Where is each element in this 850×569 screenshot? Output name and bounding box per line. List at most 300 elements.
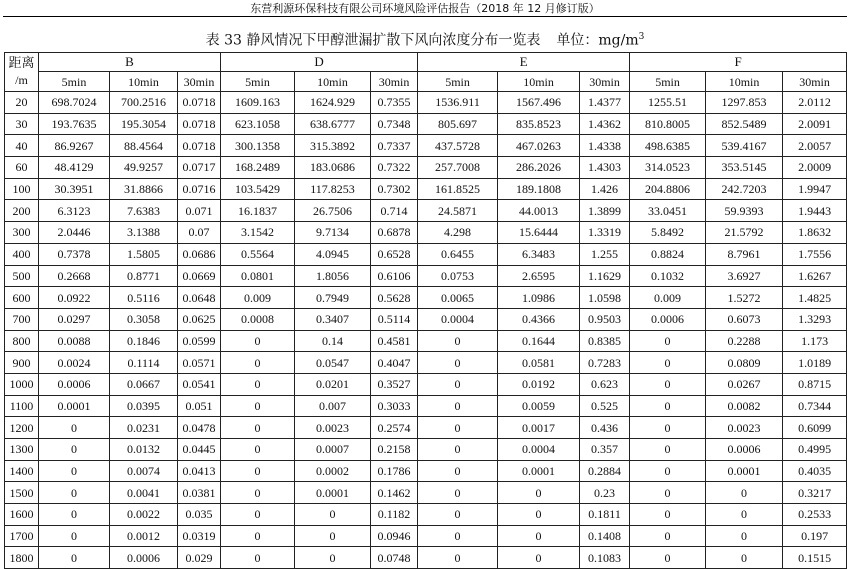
concentration-cell: 1297.853 — [706, 92, 783, 114]
concentration-cell: 0 — [418, 460, 498, 482]
concentration-cell: 0.0004 — [498, 439, 580, 461]
concentration-cell: 0.3217 — [783, 482, 847, 504]
concentration-cell: 0.4035 — [783, 460, 847, 482]
concentration-cell: 0.07 — [178, 222, 221, 244]
concentration-cell: 1.0189 — [783, 352, 847, 374]
concentration-cell: 0.7949 — [295, 287, 371, 309]
unit-label: 单位： — [556, 32, 599, 49]
concentration-cell: 0.0192 — [498, 373, 580, 395]
concentration-cell: 0.6099 — [783, 417, 847, 439]
concentration-cell: 257.7008 — [418, 157, 498, 179]
concentration-cell: 0.0686 — [178, 243, 221, 265]
table-row — [5, 352, 847, 374]
distance-cell: 1000 — [5, 373, 39, 395]
concentration-cell: 0.0201 — [295, 373, 371, 395]
distance-cell: 40 — [5, 135, 39, 157]
concentration-cell: 0.3527 — [371, 373, 418, 395]
concentration-cell: 0.0667 — [110, 373, 178, 395]
distance-cell: 600 — [5, 287, 39, 309]
table-row — [5, 113, 847, 135]
time-header: 30min — [178, 72, 221, 92]
concentration-cell: 1.8632 — [783, 222, 847, 244]
concentration-cell: 0.0581 — [498, 352, 580, 374]
concentration-cell: 0.2288 — [706, 330, 783, 352]
concentration-cell: 0 — [221, 525, 295, 547]
concentration-cell: 242.7203 — [706, 178, 783, 200]
concentration-cell: 0 — [221, 417, 295, 439]
time-header: 30min — [371, 72, 418, 92]
concentration-cell: 0 — [706, 547, 783, 569]
time-header: 5min — [221, 72, 295, 92]
concentration-cell: 0.0413 — [178, 460, 221, 482]
concentration-cell: 1.4303 — [580, 157, 630, 179]
concentration-cell: 1.9443 — [783, 200, 847, 222]
concentration-cell: 0 — [39, 439, 110, 461]
concentration-cell: 0.2533 — [783, 504, 847, 526]
distance-cell: 1600 — [5, 504, 39, 526]
distance-label: 距离 — [8, 56, 35, 71]
concentration-cell: 3.1542 — [221, 222, 295, 244]
concentration-cell: 1.9947 — [783, 178, 847, 200]
concentration-cell: 638.6777 — [295, 113, 371, 135]
time-header: 10min — [110, 72, 178, 92]
table-number: 表 33 — [205, 32, 242, 49]
concentration-cell: 0.5564 — [221, 243, 295, 265]
concentration-cell: 0.0809 — [706, 352, 783, 374]
concentration-cell: 8.7961 — [706, 243, 783, 265]
concentration-cell: 0.1786 — [371, 460, 418, 482]
concentration-cell: 1255.51 — [630, 92, 706, 114]
stability-class-header: F — [630, 53, 847, 72]
concentration-cell: 31.8866 — [110, 178, 178, 200]
distance-cell: 100 — [5, 178, 39, 200]
concentration-cell: 0.0753 — [418, 265, 498, 287]
table-row — [5, 178, 847, 200]
concentration-cell: 0.714 — [371, 200, 418, 222]
concentration-cell: 0 — [418, 330, 498, 352]
concentration-cell: 0.5628 — [371, 287, 418, 309]
concentration-cell: 0.1462 — [371, 482, 418, 504]
table-caption — [0, 27, 850, 47]
concentration-cell: 0 — [630, 330, 706, 352]
distance-cell: 1400 — [5, 460, 39, 482]
concentration-cell: 1624.929 — [295, 92, 371, 114]
concentration-cell: 0.14 — [295, 330, 371, 352]
table-row — [5, 308, 847, 330]
table-row — [5, 525, 847, 547]
concentration-cell: 24.5871 — [418, 200, 498, 222]
concentration-cell: 0.623 — [580, 373, 630, 395]
concentration-cell: 0.0006 — [39, 373, 110, 395]
concentration-cell: 0 — [706, 482, 783, 504]
concentration-cell: 0.8824 — [630, 243, 706, 265]
concentration-cell: 0.0381 — [178, 482, 221, 504]
concentration-cell: 193.7635 — [39, 113, 110, 135]
concentration-cell: 0.2574 — [371, 417, 418, 439]
concentration-cell: 0 — [221, 460, 295, 482]
distance-cell: 500 — [5, 265, 39, 287]
concentration-cell: 0.0541 — [178, 373, 221, 395]
concentration-cell: 0 — [221, 395, 295, 417]
distance-cell: 1100 — [5, 395, 39, 417]
concentration-cell: 0.1515 — [783, 547, 847, 569]
table-row — [5, 287, 847, 309]
distance-cell: 20 — [5, 92, 39, 114]
distance-cell: 60 — [5, 157, 39, 179]
table-title: 静风情况下甲醇泄漏扩散下风向浓度分布一览表 — [246, 32, 541, 49]
concentration-cell: 0.0007 — [295, 439, 371, 461]
concentration-cell: 161.8525 — [418, 178, 498, 200]
concentration-cell: 117.8253 — [295, 178, 371, 200]
concentration-cell: 0.1846 — [110, 330, 178, 352]
concentration-cell: 0 — [498, 504, 580, 526]
concentration-cell: 0 — [630, 395, 706, 417]
table-row — [5, 482, 847, 504]
concentration-cell: 9.7134 — [295, 222, 371, 244]
concentration-cell: 0.071 — [178, 200, 221, 222]
concentration-cell: 835.8523 — [498, 113, 580, 135]
concentration-cell: 0 — [630, 352, 706, 374]
concentration-cell: 0.5114 — [371, 308, 418, 330]
concentration-cell: 0 — [418, 439, 498, 461]
table-row — [5, 417, 847, 439]
concentration-cell: 0.0001 — [498, 460, 580, 482]
concentration-cell: 2.0446 — [39, 222, 110, 244]
concentration-cell: 0.0748 — [371, 547, 418, 569]
concentration-cell: 0 — [630, 439, 706, 461]
concentration-cell: 0 — [221, 439, 295, 461]
table-row — [5, 222, 847, 244]
concentration-cell: 1567.496 — [498, 92, 580, 114]
concentration-cell: 0.0006 — [706, 439, 783, 461]
concentration-cell: 700.2516 — [110, 92, 178, 114]
concentration-cell: 0 — [630, 525, 706, 547]
concentration-cell: 0 — [498, 547, 580, 569]
stability-class-header: D — [221, 53, 418, 72]
concentration-cell: 6.3123 — [39, 200, 110, 222]
header-rule — [3, 16, 847, 17]
concentration-cell: 0.0547 — [295, 352, 371, 374]
concentration-cell: 0.1182 — [371, 504, 418, 526]
concentration-cell: 0 — [630, 373, 706, 395]
concentration-cell: 2.0057 — [783, 135, 847, 157]
concentration-cell: 315.3892 — [295, 135, 371, 157]
concentration-cell: 0.3407 — [295, 308, 371, 330]
table-row — [5, 439, 847, 461]
concentration-cell: 0.0017 — [498, 417, 580, 439]
concentration-cell: 0 — [295, 504, 371, 526]
concentration-cell: 0.6878 — [371, 222, 418, 244]
concentration-cell: 1.8056 — [295, 265, 371, 287]
concentration-cell: 0.2158 — [371, 439, 418, 461]
concentration-cell: 437.5728 — [418, 135, 498, 157]
concentration-cell: 0.357 — [580, 439, 630, 461]
concentration-cell: 168.2489 — [221, 157, 295, 179]
concentration-cell: 88.4564 — [110, 135, 178, 157]
distance-header — [5, 53, 39, 92]
time-header: 10min — [498, 72, 580, 92]
concentration-cell: 0.7283 — [580, 352, 630, 374]
concentration-cell: 805.697 — [418, 113, 498, 135]
concentration-cell: 0.1408 — [580, 525, 630, 547]
concentration-cell: 0 — [418, 547, 498, 569]
time-header: 10min — [295, 72, 371, 92]
concentration-cell: 0.1083 — [580, 547, 630, 569]
concentration-cell: 0.0001 — [706, 460, 783, 482]
concentration-cell: 0 — [630, 417, 706, 439]
concentration-cell: 1.4362 — [580, 113, 630, 135]
concentration-cell: 86.9267 — [39, 135, 110, 157]
concentration-cell: 49.9257 — [110, 157, 178, 179]
table-row — [5, 157, 847, 179]
concentration-cell: 26.7506 — [295, 200, 371, 222]
concentration-cell: 0 — [498, 525, 580, 547]
concentration-cell: 1.255 — [580, 243, 630, 265]
concentration-cell: 0.029 — [178, 547, 221, 569]
concentration-cell: 0.0002 — [295, 460, 371, 482]
concentration-cell: 21.5792 — [706, 222, 783, 244]
concentration-cell: 0.4995 — [783, 439, 847, 461]
concentration-cell: 1.4338 — [580, 135, 630, 157]
concentration-cell: 1609.163 — [221, 92, 295, 114]
concentration-cell: 1.5805 — [110, 243, 178, 265]
concentration-cell: 353.5145 — [706, 157, 783, 179]
concentration-cell: 0.1644 — [498, 330, 580, 352]
unit-exponent: 3 — [638, 32, 645, 42]
concentration-cell: 0.0946 — [371, 525, 418, 547]
concentration-cell: 1.3293 — [783, 308, 847, 330]
time-header: 10min — [706, 72, 783, 92]
distance-cell: 700 — [5, 308, 39, 330]
concentration-cell: 1.6267 — [783, 265, 847, 287]
concentration-cell: 698.7024 — [39, 92, 110, 114]
concentration-cell: 0.7378 — [39, 243, 110, 265]
concentration-cell: 0.6528 — [371, 243, 418, 265]
concentration-cell: 0.0231 — [110, 417, 178, 439]
concentration-cell: 16.1837 — [221, 200, 295, 222]
concentration-cell: 0.0718 — [178, 135, 221, 157]
concentration-cell: 0.7355 — [371, 92, 418, 114]
concentration-cell: 0.0024 — [39, 352, 110, 374]
concentration-cell: 1.4377 — [580, 92, 630, 114]
distance-cell: 1500 — [5, 482, 39, 504]
time-header: 5min — [630, 72, 706, 92]
concentration-cell: 1.5272 — [706, 287, 783, 309]
concentration-cell: 0.0088 — [39, 330, 110, 352]
concentration-cell: 0 — [39, 525, 110, 547]
concentration-cell: 0 — [221, 482, 295, 504]
table-row — [5, 135, 847, 157]
concentration-cell: 0 — [39, 417, 110, 439]
concentration-cell: 1.3899 — [580, 200, 630, 222]
concentration-cell: 0.0571 — [178, 352, 221, 374]
concentration-cell: 15.6444 — [498, 222, 580, 244]
table-row — [5, 373, 847, 395]
concentration-cell: 0 — [221, 373, 295, 395]
concentration-cell: 0.0001 — [295, 482, 371, 504]
concentration-cell: 0.1032 — [630, 265, 706, 287]
concentration-cell: 0.0717 — [178, 157, 221, 179]
concentration-cell: 0.8715 — [783, 373, 847, 395]
distance-cell: 1800 — [5, 547, 39, 569]
time-header: 5min — [418, 72, 498, 92]
concentration-cell: 0.3033 — [371, 395, 418, 417]
concentration-cell: 0.436 — [580, 417, 630, 439]
concentration-cell: 852.5489 — [706, 113, 783, 135]
concentration-cell: 0.0006 — [630, 308, 706, 330]
concentration-cell: 1536.911 — [418, 92, 498, 114]
concentration-cell: 0.0004 — [418, 308, 498, 330]
concentration-cell: 0.197 — [783, 525, 847, 547]
concentration-cell: 1.7556 — [783, 243, 847, 265]
concentration-cell: 0.0297 — [39, 308, 110, 330]
concentration-table — [4, 52, 847, 569]
concentration-cell: 0.0445 — [178, 439, 221, 461]
concentration-cell: 0 — [498, 482, 580, 504]
concentration-cell: 4.298 — [418, 222, 498, 244]
concentration-cell: 0 — [706, 504, 783, 526]
distance-cell: 30 — [5, 113, 39, 135]
concentration-cell: 0.7302 — [371, 178, 418, 200]
concentration-cell: 0.0041 — [110, 482, 178, 504]
distance-cell: 300 — [5, 222, 39, 244]
concentration-cell: 0.8771 — [110, 265, 178, 287]
concentration-cell: 0 — [221, 352, 295, 374]
concentration-cell: 0 — [418, 525, 498, 547]
distance-unit: /m — [15, 73, 28, 87]
concentration-cell: 195.3054 — [110, 113, 178, 135]
stability-class-header: E — [418, 53, 630, 72]
concentration-cell: 0.0648 — [178, 287, 221, 309]
concentration-cell: 0 — [706, 525, 783, 547]
concentration-cell: 0.0267 — [706, 373, 783, 395]
distance-cell: 900 — [5, 352, 39, 374]
concentration-cell: 0.6106 — [371, 265, 418, 287]
concentration-cell: 1.173 — [783, 330, 847, 352]
concentration-cell: 33.0451 — [630, 200, 706, 222]
concentration-cell: 0 — [418, 482, 498, 504]
concentration-cell: 0 — [418, 395, 498, 417]
concentration-cell: 30.3951 — [39, 178, 110, 200]
concentration-cell: 1.0986 — [498, 287, 580, 309]
concentration-cell: 539.4167 — [706, 135, 783, 157]
concentration-cell: 0.4366 — [498, 308, 580, 330]
concentration-cell: 0.051 — [178, 395, 221, 417]
concentration-cell: 0.0395 — [110, 395, 178, 417]
table-row — [5, 504, 847, 526]
concentration-cell: 0 — [295, 525, 371, 547]
concentration-cell: 1.0598 — [580, 287, 630, 309]
concentration-cell: 0.0669 — [178, 265, 221, 287]
concentration-cell: 1.1629 — [580, 265, 630, 287]
concentration-cell: 0.0599 — [178, 330, 221, 352]
table-row — [5, 460, 847, 482]
concentration-cell: 7.6383 — [110, 200, 178, 222]
concentration-cell: 2.0112 — [783, 92, 847, 114]
concentration-cell: 810.8005 — [630, 113, 706, 135]
group-header-row — [5, 53, 847, 72]
concentration-cell: 0.0065 — [418, 287, 498, 309]
concentration-cell: 1.426 — [580, 178, 630, 200]
concentration-cell: 0.0801 — [221, 265, 295, 287]
concentration-cell: 0.9503 — [580, 308, 630, 330]
concentration-cell: 1.3319 — [580, 222, 630, 244]
concentration-cell: 103.5429 — [221, 178, 295, 200]
concentration-cell: 0.0132 — [110, 439, 178, 461]
concentration-cell: 0.0718 — [178, 113, 221, 135]
table-row — [5, 395, 847, 417]
concentration-cell: 0 — [630, 460, 706, 482]
concentration-cell: 0 — [221, 330, 295, 352]
concentration-cell: 0.1811 — [580, 504, 630, 526]
concentration-cell: 0 — [418, 504, 498, 526]
concentration-cell: 0.7322 — [371, 157, 418, 179]
concentration-cell: 2.6595 — [498, 265, 580, 287]
stability-class-header: B — [39, 53, 221, 72]
concentration-cell: 0.1114 — [110, 352, 178, 374]
concentration-cell: 0 — [418, 417, 498, 439]
concentration-cell: 498.6385 — [630, 135, 706, 157]
concentration-cell: 5.8492 — [630, 222, 706, 244]
table-row — [5, 547, 847, 569]
concentration-cell: 6.3483 — [498, 243, 580, 265]
time-header: 5min — [39, 72, 110, 92]
concentration-cell: 0.035 — [178, 504, 221, 526]
concentration-cell: 0.4581 — [371, 330, 418, 352]
concentration-cell: 0 — [630, 504, 706, 526]
concentration-cell: 4.0945 — [295, 243, 371, 265]
concentration-cell: 0.0478 — [178, 417, 221, 439]
distance-cell: 1700 — [5, 525, 39, 547]
concentration-cell: 0 — [39, 547, 110, 569]
concentration-cell: 0.0625 — [178, 308, 221, 330]
concentration-cell: 0 — [630, 482, 706, 504]
concentration-cell: 0 — [39, 504, 110, 526]
table-row — [5, 243, 847, 265]
concentration-cell: 204.8806 — [630, 178, 706, 200]
concentration-cell: 0.7337 — [371, 135, 418, 157]
concentration-cell: 314.0523 — [630, 157, 706, 179]
concentration-cell: 286.2026 — [498, 157, 580, 179]
concentration-cell: 0.7344 — [783, 395, 847, 417]
concentration-cell: 0.6073 — [706, 308, 783, 330]
concentration-cell: 0.525 — [580, 395, 630, 417]
concentration-cell: 0 — [630, 547, 706, 569]
concentration-cell: 0.0008 — [221, 308, 295, 330]
concentration-cell: 0.0082 — [706, 395, 783, 417]
concentration-cell: 0.5116 — [110, 287, 178, 309]
concentration-cell: 623.1058 — [221, 113, 295, 135]
concentration-cell: 300.1358 — [221, 135, 295, 157]
concentration-cell: 59.9393 — [706, 200, 783, 222]
distance-cell: 800 — [5, 330, 39, 352]
concentration-cell: 0.6455 — [418, 243, 498, 265]
concentration-cell: 0.4047 — [371, 352, 418, 374]
concentration-cell: 0.0319 — [178, 525, 221, 547]
unit-base: mg/m — [598, 32, 639, 49]
concentration-cell: 0.7348 — [371, 113, 418, 135]
concentration-cell: 0.0023 — [295, 417, 371, 439]
concentration-cell: 0 — [221, 547, 295, 569]
concentration-cell: 0.3058 — [110, 308, 178, 330]
concentration-cell: 0.0059 — [498, 395, 580, 417]
concentration-cell: 0.0922 — [39, 287, 110, 309]
table-row — [5, 92, 847, 114]
concentration-cell: 183.0686 — [295, 157, 371, 179]
concentration-cell: 0 — [418, 373, 498, 395]
distance-cell: 1300 — [5, 439, 39, 461]
time-header: 30min — [783, 72, 847, 92]
